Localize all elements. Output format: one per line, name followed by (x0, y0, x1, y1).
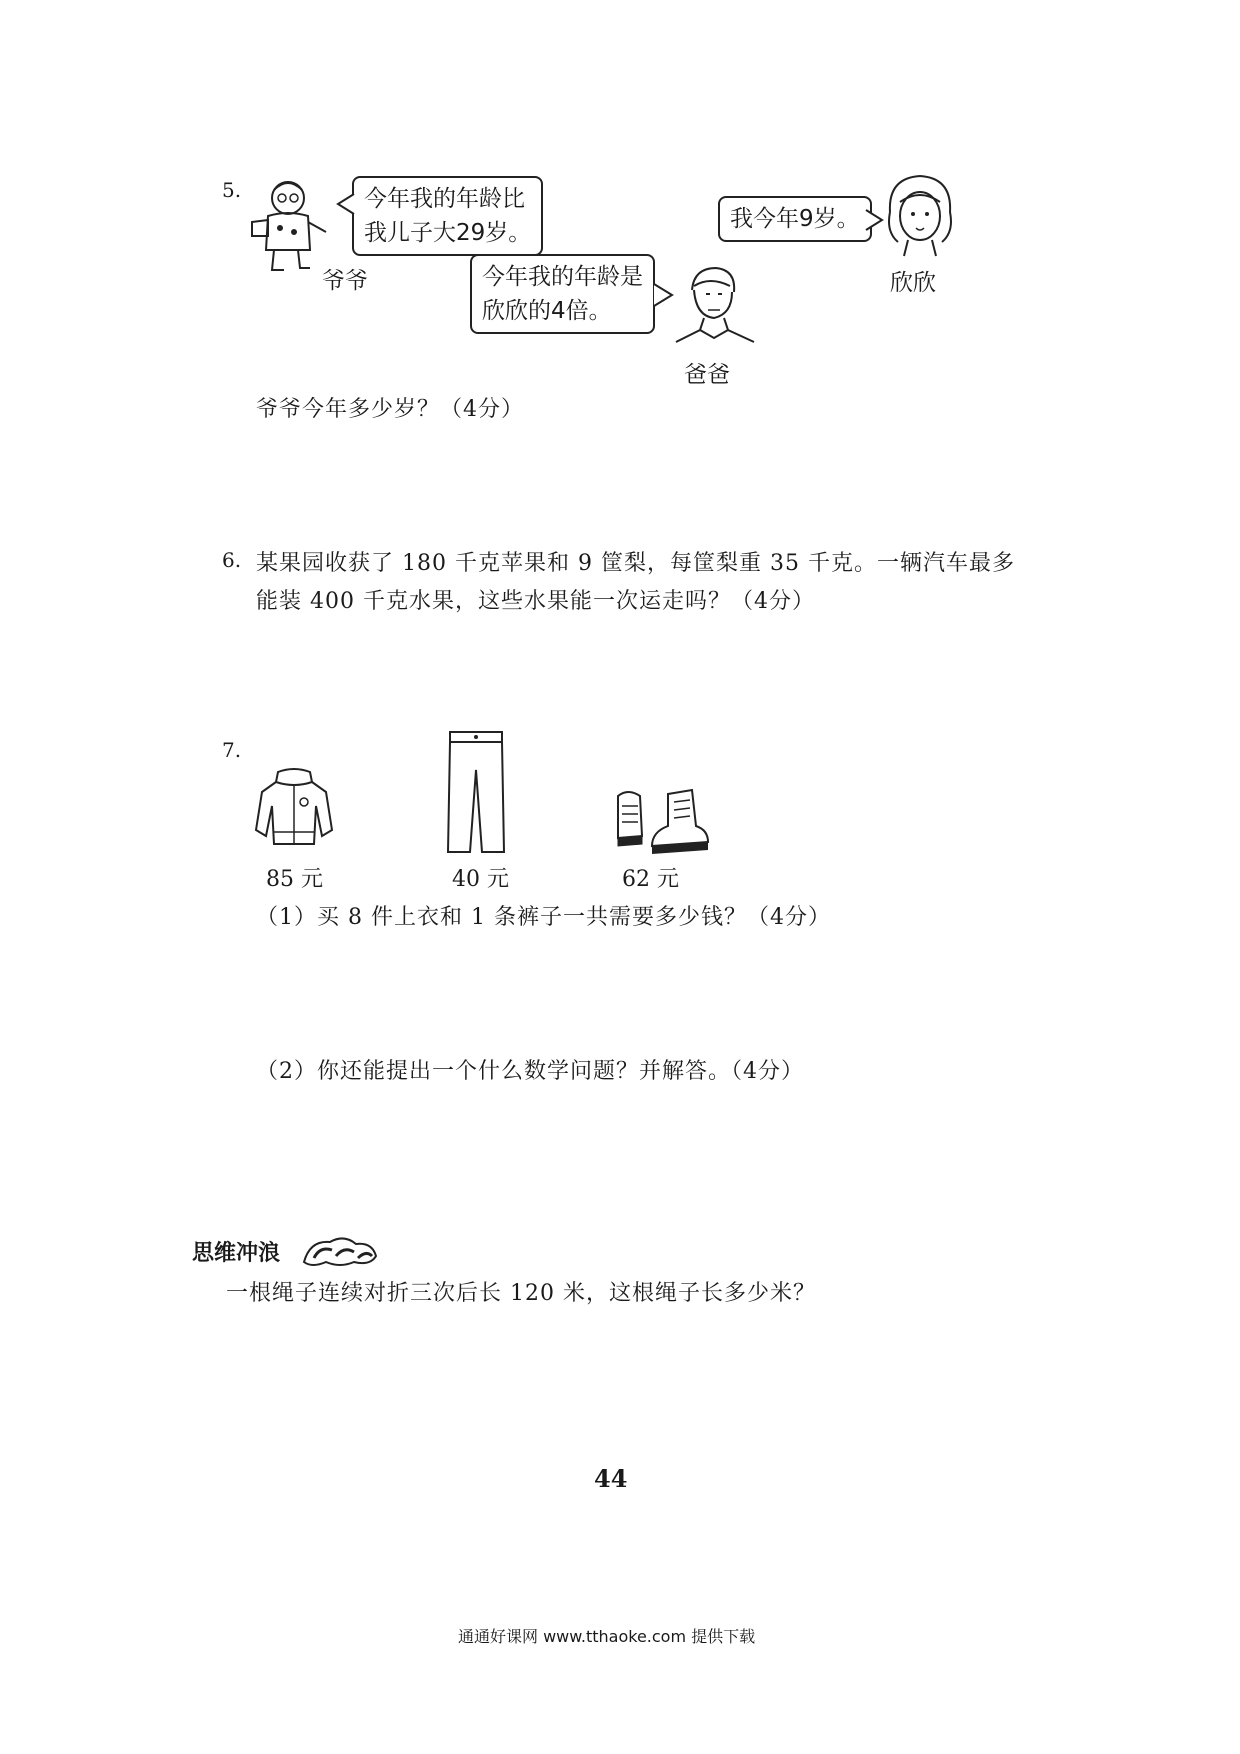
grandpa-speech-line-1: 今年我的年龄比 (364, 186, 525, 212)
question-7-sub-2: （2）你还能提出一个什么数学问题？并解答。（4分） (256, 1059, 804, 1084)
jacket-price: 85 元 (266, 867, 323, 892)
question-5-text: 爷爷今年多少岁？（4分） (256, 397, 524, 422)
xinxin-speech-line: 我今年9岁。 (730, 206, 860, 232)
dad-name: 爸爸 (684, 362, 730, 388)
xinxin-name: 欣欣 (890, 270, 936, 296)
xinxin-illustration (880, 172, 960, 262)
grandpa-name: 爷爷 (322, 268, 368, 294)
question-6-number: 6. (222, 548, 242, 572)
shoes-icon (612, 786, 712, 856)
question-5-number: 5. (222, 178, 242, 202)
grandpa-speech-bubble (352, 176, 543, 256)
question-6-line-2: 能装 400 千克水果，这些水果能一次运走吗？（4分） (256, 589, 815, 614)
question-6-line-1: 某果园收获了 180 千克苹果和 9 筐梨，每筐梨重 35 千克。一辆汽车最多 (256, 551, 1015, 576)
wave-icon (300, 1232, 380, 1268)
thinking-section-title: 思维冲浪 (192, 1241, 281, 1266)
shoes-price: 62 元 (622, 867, 679, 892)
dad-speech-line-2: 欣欣的4倍。 (482, 298, 612, 324)
question-7-sub-1: （1）买 8 件上衣和 1 条裤子一共需要多少钱？（4分） (256, 905, 831, 930)
xinxin-speech-bubble (718, 196, 872, 242)
jacket-icon (252, 766, 336, 850)
page-number: 44 (594, 1464, 628, 1493)
pants-icon (446, 730, 506, 854)
dad-illustration (670, 262, 760, 352)
question-7-number: 7. (222, 738, 242, 762)
grandpa-speech-line-2: 我儿子大29岁。 (364, 220, 532, 246)
pants-price: 40 元 (452, 867, 509, 892)
dad-speech-line-1: 今年我的年龄是 (482, 264, 643, 290)
thinking-question: 一根绳子连续对折三次后长 120 米，这根绳子长多少米？ (226, 1281, 816, 1306)
grandpa-bubble-tail (336, 192, 356, 216)
dad-speech-bubble (470, 254, 655, 334)
footer-credit: 通通好课网 www.tthaoke.com 提供下载 (458, 1627, 756, 1646)
